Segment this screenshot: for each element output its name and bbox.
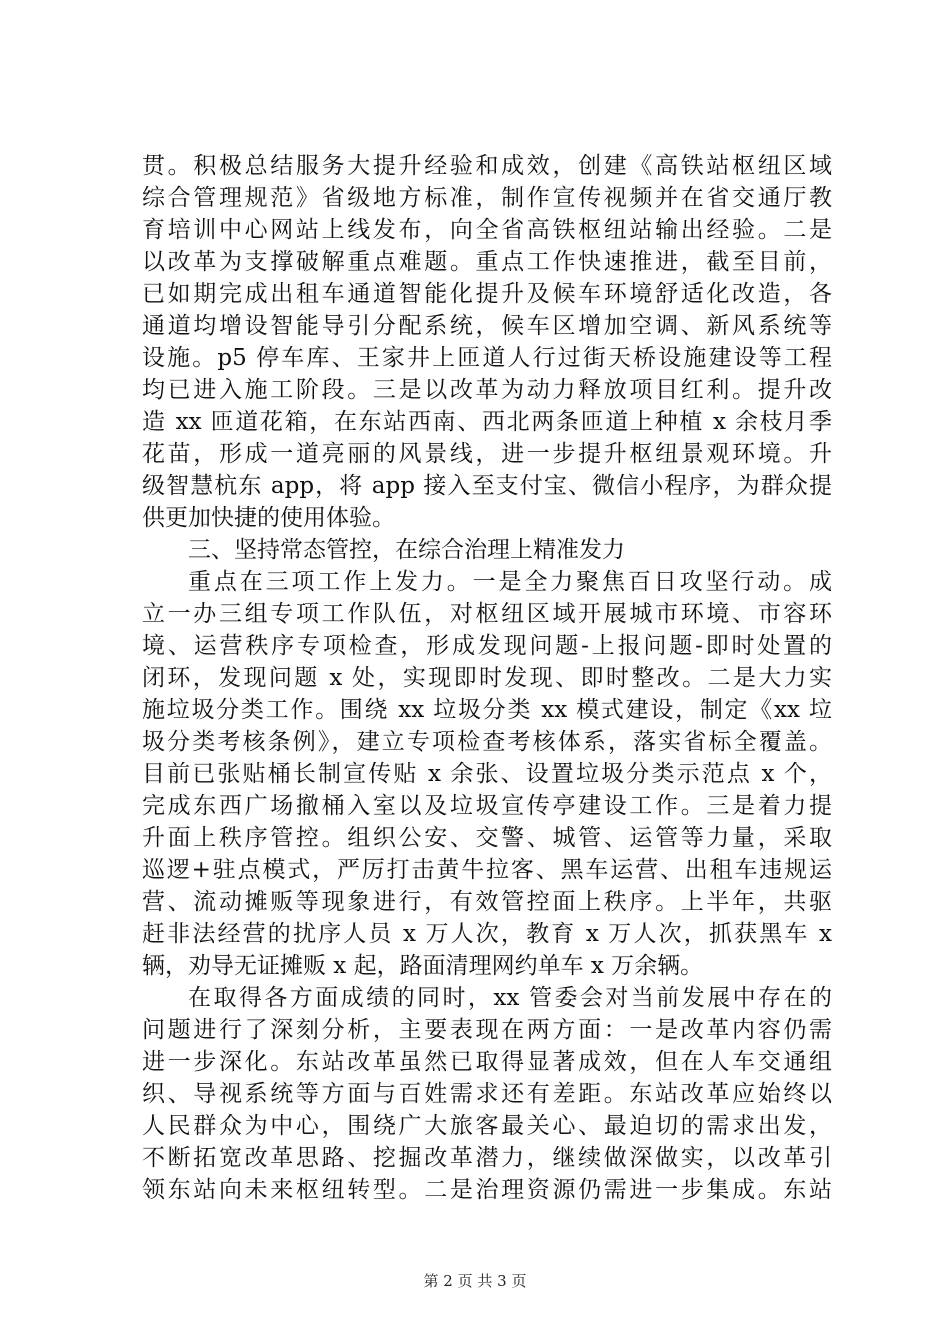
- text-line: 在取得各方面成绩的同时，xx 管委会对当前发展中存在的: [188, 985, 832, 1011]
- text-line: 以改革为支撑破解重点难题。重点工作快速推进，截至目前，: [142, 249, 832, 275]
- text-line: 造 xx 匝道花箱，在东站西南、西北两条匝道上种植 x 余枝月季: [142, 409, 832, 435]
- page-footer: 第 2 页 共 3 页: [423, 1272, 527, 1290]
- text-line: 目前已张贴桶长制宣传贴 x 余张、设置垃圾分类示范点 x 个，: [142, 761, 832, 787]
- text-line: 问题进行了深刻分析，主要表现在两方面：一是改革内容仍需: [142, 1017, 832, 1043]
- text-line: 巡逻+驻点模式，严厉打击黄牛拉客、黑车运营、出租车违规运: [142, 857, 832, 883]
- text-line: 立一办三组专项工作队伍，对枢纽区域开展城市环境、市容环: [142, 601, 832, 627]
- document-body: [142, 150, 832, 1206]
- text-line: 辆，劝导无证摊贩 x 起，路面清理网约单车 x 万余辆。: [142, 953, 704, 979]
- text-line: 营、流动摊贩等现象进行，有效管控面上秩序。上半年，共驱: [142, 889, 832, 915]
- text-line: 人民群众为中心，围绕广大旅客最关心、最迫切的需求出发，: [142, 1113, 832, 1139]
- text-line: 赶非法经营的扰序人员 x 万人次，教育 x 万人次，抓获黑车 x: [142, 921, 832, 947]
- text-line: 设施。p5 停车库、王家井上匝道人行过街天桥设施建设等工程: [142, 345, 832, 371]
- text-line: 完成东西广场撤桶入室以及垃圾宣传亭建设工作。三是着力提: [142, 793, 832, 819]
- text-line: 级智慧杭东 app，将 app 接入至支付宝、微信小程序，为群众提: [142, 473, 832, 499]
- text-line: 花苗，形成一道亮丽的风景线，进一步提升枢纽景观环境。升: [142, 441, 832, 467]
- text-line: 综合管理规范》省级地方标准，制作宣传视频并在省交通厅教: [142, 185, 832, 211]
- text-line: 织、导视系统等方面与百姓需求还有差距。东站改革应始终以: [142, 1081, 832, 1107]
- text-line: 施垃圾分类工作。围绕 xx 垃圾分类 xx 模式建设，制定《xx 垃: [142, 697, 832, 723]
- text-line: 育培训中心网站上线发布，向全省高铁枢纽站输出经验。二是: [142, 217, 832, 243]
- text-line: 闭环，发现问题 x 处，实现即时发现、即时整改。二是大力实: [142, 665, 832, 691]
- text-line: 贯。积极总结服务大提升经验和成效，创建《高铁站枢纽区域: [142, 153, 832, 179]
- text-line: 供更加快捷的使用体验。: [142, 505, 395, 531]
- text-line: 均已进入施工阶段。三是以改革为动力释放项目红利。提升改: [142, 377, 832, 403]
- text-line: 圾分类考核条例》，建立专项检查考核体系，落实省标全覆盖。: [142, 729, 832, 755]
- text-line: 境、运营秩序专项检查，形成发现问题-上报问题-即时处置的: [142, 633, 832, 659]
- text-line: 进一步深化。东站改革虽然已取得显著成效，但在人车交通组: [142, 1049, 832, 1075]
- text-line: 升面上秩序管控。组织公安、交警、城管、运管等力量，采取: [142, 825, 832, 851]
- text-line: 不断拓宽改革思路、挖掘改革潜力，继续做深做实，以改革引: [142, 1145, 832, 1171]
- text-line: 通道均增设智能导引分配系统，候车区增加空调、新风系统等: [142, 313, 832, 339]
- text-line: 领东站向未来枢纽转型。二是治理资源仍需进一步集成。东站: [142, 1177, 832, 1203]
- text-line: 三、坚持常态管控，在综合治理上精准发力: [188, 537, 625, 563]
- text-line: 已如期完成出租车通道智能化提升及候车环境舒适化改造，各: [142, 281, 832, 307]
- text-line: 重点在三项工作上发力。一是全力聚焦百日攻坚行动。成: [188, 569, 832, 595]
